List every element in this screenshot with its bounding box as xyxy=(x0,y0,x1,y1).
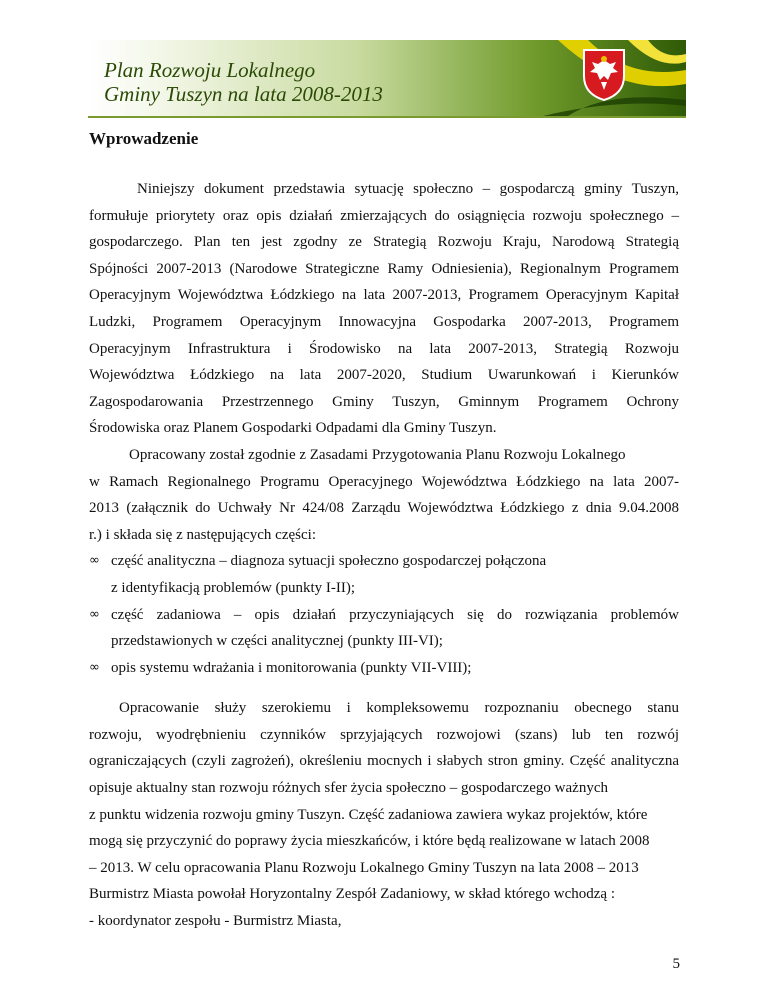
text-line: gospodarczego. Plan ten jest zgodny ze Strategią Rozwoju Kraju, Narodową Strategią xyxy=(89,234,679,251)
document-header xyxy=(88,40,686,116)
text-line: z punktu widzenia rozwoju gminy Tuszyn. Część zadaniowa zawiera wykaz projektów, które xyxy=(89,806,648,823)
text-line: formułuje priorytety oraz opis działań zmierzających do osiągnięcia rozwoju społecznego – xyxy=(89,207,679,224)
text-line: 2013 (załącznik do Uchwały Nr 424/08 Zarządu Województwa Łódzkiego z dnia 9.04.2008 xyxy=(89,500,679,517)
text-line: Opracowanie służy szerokiemu i kompleksowemu rozpoznaniu obecnego stanu xyxy=(119,700,679,717)
scope-paragraph xyxy=(89,442,679,548)
list-item-text: część zadaniowa – opis działań przyczyniających się do rozwiązania problemów xyxy=(111,606,679,623)
text-line: - koordynator zespołu - Burmistrz Miasta, xyxy=(89,913,342,930)
text-line: Operacyjnym Infrastruktura i Środowisko na lata 2007-2013, Strategią Rozwoju xyxy=(89,340,679,357)
text-line: ograniczających (czyli zagrożeń), określeniu mocnych i słabych stron gminy. Część analityczna xyxy=(89,753,679,770)
text-line: Środowiska oraz Planem Gospodarki Odpadami dla Gminy Tuszyn. xyxy=(89,420,497,437)
infinity-bullet-icon: ∞ xyxy=(89,606,100,622)
text-line: mogą się przyczynić do poprawy życia mieszkańców, i które będą realizowane w latach 2008 xyxy=(89,833,650,850)
list-item xyxy=(89,602,679,655)
parts-list xyxy=(89,548,679,681)
section-heading: Wprowadzenie xyxy=(89,129,199,148)
text-line: rozwoju, wyodrębnieniu czynników sprzyjających rozwojowi (szans) lub ten rozwój xyxy=(89,726,679,743)
text-line: Opracowany został zgodnie z Zasadami Przygotowania Planu Rozwoju Lokalnego xyxy=(129,446,626,463)
list-item-text: część analityczna – diagnoza sytuacji społeczno gospodarczej połączona xyxy=(111,553,547,570)
list-item-text: opis systemu wdrażania i monitorowania (punkty VII-VIII); xyxy=(111,659,472,676)
text-line: Niniejszy dokument przedstawia sytuację społeczno – gospodarczą gminy Tuszyn, xyxy=(137,181,679,197)
document-title-line2: Gminy Tuszyn na lata 2008-2013 xyxy=(104,82,383,106)
infinity-bullet-icon: ∞ xyxy=(89,553,100,569)
page-number: 5 xyxy=(672,956,680,972)
list-item-text: z identyfikacją problemów (punkty I-II); xyxy=(111,579,356,596)
text-line: r.) i składa się z następujących części: xyxy=(89,526,316,543)
text-line: – 2013. W celu opracowania Planu Rozwoju Lokalnego Gminy Tuszyn na lata 2008 – 2013 xyxy=(89,859,639,876)
text-line: Zagospodarowania Przestrzennego Gminy Tuszyn, Gminnym Programem Ochrony xyxy=(89,393,679,410)
list-item xyxy=(89,548,679,601)
list-item-text: przedstawionych w części analitycznej (punkty III-VI); xyxy=(111,633,443,650)
text-line: Ludzki, Programem Operacyjnym Innowacyjna Gospodarka 2007-2013, Programem xyxy=(89,313,679,330)
text-line: Operacyjnym Województwa Łódzkiego na lata 2007-2013, Programem Operacyjnym Kapitał xyxy=(89,287,679,304)
purpose-paragraph xyxy=(89,695,679,934)
text-line: Województwa Łódzkiego na lata 2007-2020, Studium Uwarunkowań i Kierunków xyxy=(89,367,679,384)
text-line: Spójności 2007-2013 (Narodowe Strategiczne Ramy Odniesienia), Regionalnym Programem xyxy=(89,260,679,277)
text-line: Burmistrz Miasta powołał Horyzontalny Zespół Zadaniowy, w skład którego wchodzą : xyxy=(89,886,615,903)
infinity-bullet-icon: ∞ xyxy=(89,659,100,675)
document-title xyxy=(104,58,383,106)
paragraph-spacer xyxy=(89,681,679,695)
list-item xyxy=(89,655,679,682)
intro-paragraph xyxy=(89,176,679,442)
text-line: opisuje aktualny stan rozwoju różnych sfer życia społeczno – gospodarczego ważnych xyxy=(89,780,608,797)
coat-of-arms-icon xyxy=(580,46,628,102)
body-text xyxy=(89,176,679,935)
document-title-line1: Plan Rozwoju Lokalnego xyxy=(104,58,316,82)
text-line: w Ramach Regionalnego Programu Operacyjnego Województwa Łódzkiego na lata 2007- xyxy=(89,473,679,490)
header-divider xyxy=(88,116,686,118)
